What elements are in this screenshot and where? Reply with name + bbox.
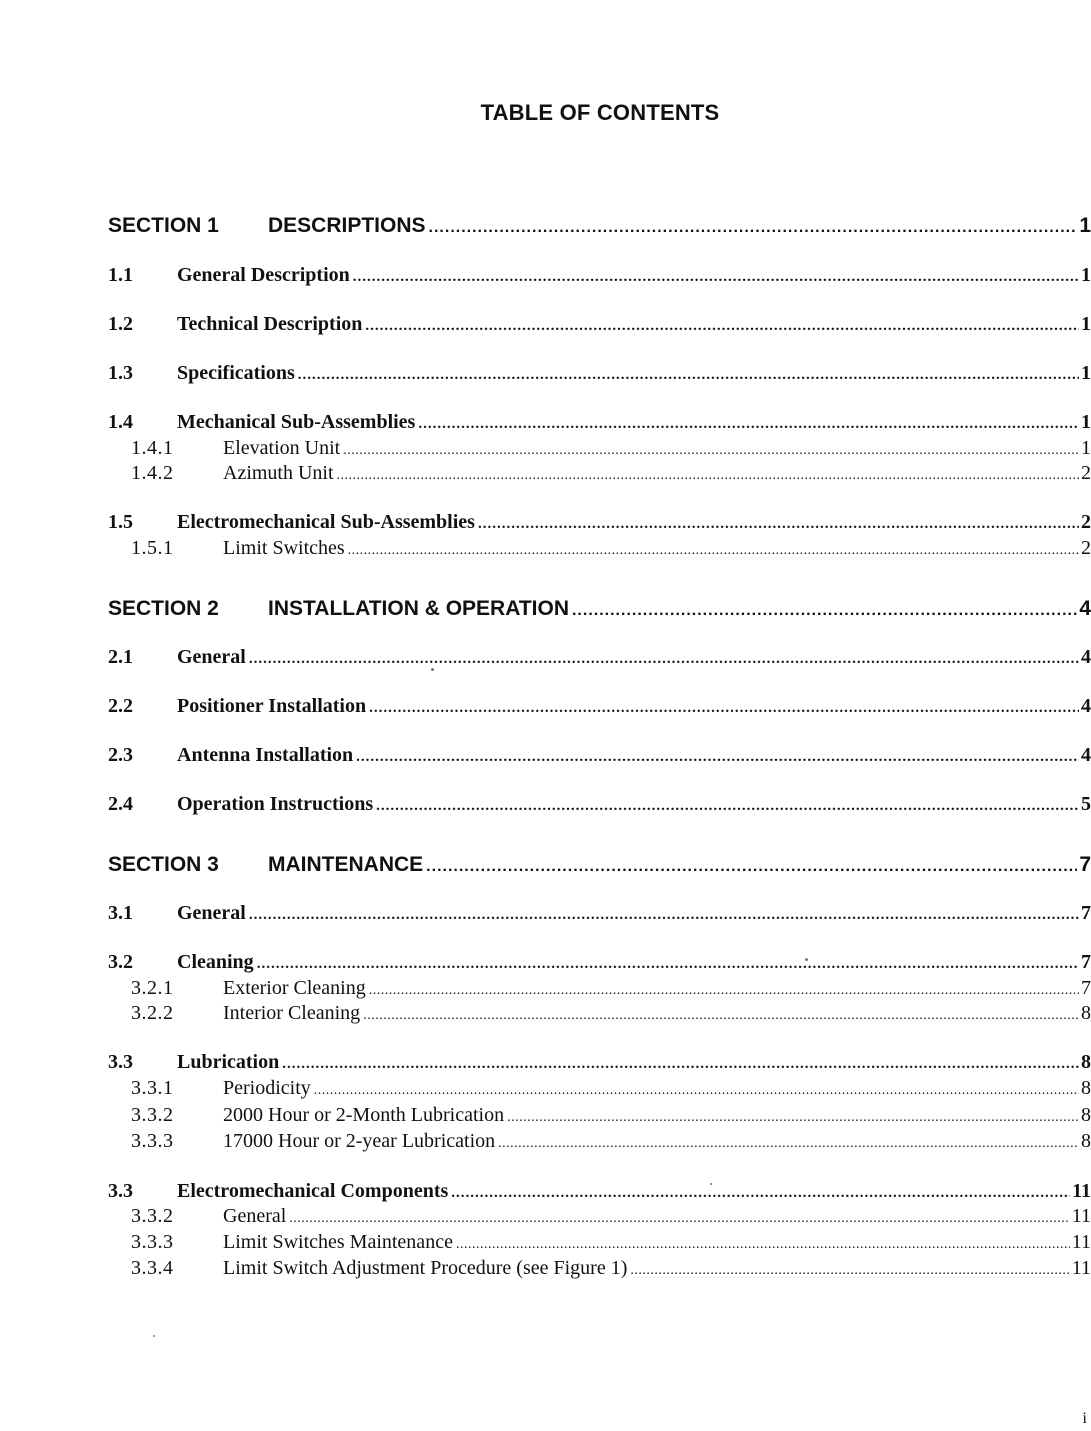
- toc-number: 1.4: [108, 411, 133, 433]
- dot-leader: [314, 1083, 1079, 1099]
- toc-page: 4: [1081, 744, 1091, 766]
- toc-entry-3-3-electromechanical[interactable]: [108, 1180, 1091, 1203]
- dot-leader: [630, 1263, 1069, 1279]
- toc-number: SECTION 2: [108, 597, 219, 620]
- toc-label: Lubrication: [177, 1051, 280, 1073]
- toc-label: Technical Description: [177, 313, 363, 335]
- toc-page: 7: [1081, 977, 1091, 999]
- dot-leader: [478, 516, 1079, 533]
- toc-page: 8: [1081, 1051, 1091, 1073]
- toc-number: 3.3.3: [131, 1231, 174, 1253]
- toc-label: Limit Switches: [223, 537, 345, 559]
- dot-leader: [365, 318, 1079, 335]
- page-title: TABLE OF CONTENTS: [480, 100, 720, 125]
- toc-number: 3.3: [108, 1051, 133, 1073]
- toc-label: DESCRIPTIONS: [268, 214, 426, 237]
- dot-leader: [257, 956, 1079, 973]
- toc-label: Positioner Installation: [177, 695, 367, 717]
- dot-leader: [429, 219, 1078, 237]
- toc-entry-1-4[interactable]: [108, 411, 1091, 434]
- toc-section-3[interactable]: [108, 853, 1091, 877]
- toc-page: 5: [1081, 793, 1091, 815]
- dot-leader: [289, 1211, 1069, 1227]
- toc-number: 3.2: [108, 951, 133, 973]
- toc-page: 1: [1081, 264, 1091, 286]
- toc-number: 3.3.2: [131, 1104, 174, 1126]
- dot-leader: [369, 700, 1079, 717]
- dot-leader: [369, 983, 1079, 999]
- toc-page: 1: [1081, 437, 1091, 459]
- toc-label: Azimuth Unit: [223, 462, 334, 484]
- toc-label: Specifications: [177, 362, 295, 384]
- scan-speck: [153, 1335, 155, 1337]
- dot-leader: [498, 1136, 1079, 1152]
- toc-entry-3-2-1[interactable]: [131, 977, 1091, 1000]
- dot-leader: [572, 602, 1077, 620]
- toc-page: 7: [1081, 902, 1091, 924]
- toc-page: 11: [1072, 1180, 1091, 1202]
- toc-number: 3.3.1: [131, 1077, 174, 1099]
- toc-label: General Description: [177, 264, 350, 286]
- toc-entry-1-4-2[interactable]: [131, 462, 1091, 485]
- toc-label: Interior Cleaning: [223, 1002, 361, 1024]
- toc-label: General: [177, 646, 246, 668]
- toc-page: 8: [1081, 1077, 1091, 1099]
- toc-entry-1-3[interactable]: [108, 362, 1091, 385]
- toc-label: Limit Switch Adjustment Procedure (see Figure 1): [223, 1257, 628, 1279]
- toc-entry-3-2-2[interactable]: [131, 1002, 1091, 1025]
- toc-entry-3-3-3[interactable]: [131, 1130, 1091, 1153]
- toc-entry-1-5[interactable]: [108, 511, 1091, 534]
- toc-section-1[interactable]: [108, 214, 1091, 238]
- dot-leader: [353, 269, 1079, 286]
- toc-number: 2.4: [108, 793, 133, 815]
- scan-speck: [805, 958, 808, 961]
- toc-number: 3.2.1: [131, 977, 174, 999]
- toc-entry-2-3[interactable]: [108, 744, 1091, 767]
- toc-page: 7: [1081, 951, 1091, 973]
- toc-label: General: [177, 902, 246, 924]
- toc-entry-3-1[interactable]: [108, 902, 1091, 925]
- toc-label: Periodicity: [223, 1077, 311, 1099]
- toc-label: 17000 Hour or 2-year Lubrication: [223, 1130, 496, 1152]
- toc-number: 1.3: [108, 362, 133, 384]
- toc-entry-3-2[interactable]: [108, 951, 1091, 974]
- toc-page: 1: [1081, 313, 1091, 335]
- toc-label: 2000 Hour or 2-Month Lubrication: [223, 1104, 505, 1126]
- toc-section-2[interactable]: [108, 597, 1091, 621]
- toc-number: SECTION 3: [108, 853, 219, 876]
- scan-speck: [431, 668, 434, 671]
- toc-page: 8: [1081, 1130, 1091, 1152]
- toc-entry-3-3[interactable]: [108, 1051, 1091, 1074]
- dot-leader: [249, 651, 1079, 668]
- toc-label: Operation Instructions: [177, 793, 374, 815]
- toc-page: 11: [1071, 1231, 1091, 1253]
- dot-leader: [282, 1056, 1079, 1073]
- toc-label: Electromechanical Sub-Assemblies: [177, 511, 475, 533]
- toc-page: 1: [1081, 411, 1091, 433]
- toc-number: 3.1: [108, 902, 133, 924]
- dot-leader: [337, 468, 1079, 484]
- toc-number: 1.1: [108, 264, 133, 286]
- toc-label: Electromechanical Components: [177, 1180, 449, 1202]
- toc-entry-2-2[interactable]: [108, 695, 1091, 718]
- toc-page: 1: [1081, 362, 1091, 384]
- toc-number: 2.2: [108, 695, 133, 717]
- toc-number: 3.3: [108, 1180, 133, 1202]
- toc-entry-2-1[interactable]: [108, 646, 1091, 669]
- toc-number: 1.4.2: [131, 462, 174, 484]
- toc-page: 8: [1081, 1104, 1091, 1126]
- toc-label: Antenna Installation: [177, 744, 354, 766]
- toc-number: 1.5: [108, 511, 133, 533]
- toc-number: 1.2: [108, 313, 133, 335]
- toc-page: 4: [1081, 646, 1091, 668]
- toc-number: 3.3.3: [131, 1130, 174, 1152]
- toc-number: 3.3.4: [131, 1257, 174, 1279]
- toc-page: 4: [1081, 695, 1091, 717]
- toc-page: 4: [1079, 597, 1091, 620]
- dot-leader: [348, 543, 1079, 559]
- toc-page: 11: [1071, 1257, 1091, 1279]
- scan-speck: [710, 1183, 712, 1185]
- toc-page: 2: [1081, 511, 1091, 533]
- toc-label: General: [223, 1205, 287, 1227]
- page-number: i: [1082, 1410, 1087, 1427]
- dot-leader: [418, 416, 1079, 433]
- toc-label: Elevation Unit: [223, 437, 341, 459]
- toc-entry-1-4-1[interactable]: [131, 437, 1091, 460]
- dot-leader: [426, 858, 1077, 876]
- toc-page: 1: [1079, 214, 1091, 237]
- toc-label: Exterior Cleaning: [223, 977, 366, 999]
- toc-entry-1-2[interactable]: [108, 313, 1091, 336]
- toc-number: SECTION 1: [108, 214, 219, 237]
- toc-page: 8: [1081, 1002, 1091, 1024]
- dot-leader: [343, 443, 1079, 459]
- toc-number: 2.3: [108, 744, 133, 766]
- toc-entry-3-3-3-limit-switches[interactable]: [131, 1231, 1091, 1254]
- dot-leader: [507, 1110, 1079, 1126]
- toc-page: 2: [1081, 462, 1091, 484]
- toc-entry-2-4[interactable]: [108, 793, 1091, 816]
- dot-leader: [249, 907, 1079, 924]
- toc-entry-1-5-1[interactable]: [131, 537, 1091, 560]
- toc-label: MAINTENANCE: [268, 853, 424, 876]
- dot-leader: [451, 1185, 1070, 1202]
- toc-label: Limit Switches Maintenance: [223, 1231, 453, 1253]
- toc-page: 2: [1081, 537, 1091, 559]
- toc-number: 3.2.2: [131, 1002, 174, 1024]
- toc-label: INSTALLATION & OPERATION: [268, 597, 569, 620]
- toc-page: 7: [1079, 853, 1091, 876]
- toc-number: 1.4.1: [131, 437, 174, 459]
- toc-entry-3-3-1[interactable]: [131, 1077, 1091, 1100]
- toc-entry-3-3-2[interactable]: [131, 1104, 1091, 1127]
- toc-label: Mechanical Sub-Assemblies: [177, 411, 416, 433]
- toc-number: 3.3.2: [131, 1205, 174, 1227]
- toc-number: 2.1: [108, 646, 133, 668]
- toc-entry-3-3-2-general[interactable]: [131, 1205, 1091, 1228]
- toc-label: Cleaning: [177, 951, 254, 973]
- toc-page: 11: [1071, 1205, 1091, 1227]
- toc-entry-3-3-4[interactable]: [131, 1257, 1091, 1280]
- dot-leader: [376, 798, 1079, 815]
- toc-number: 1.5.1: [131, 537, 174, 559]
- dot-leader: [363, 1008, 1079, 1024]
- dot-leader: [298, 367, 1079, 384]
- toc-entry-1-1[interactable]: [108, 264, 1091, 287]
- dot-leader: [456, 1237, 1070, 1253]
- dot-leader: [356, 749, 1079, 766]
